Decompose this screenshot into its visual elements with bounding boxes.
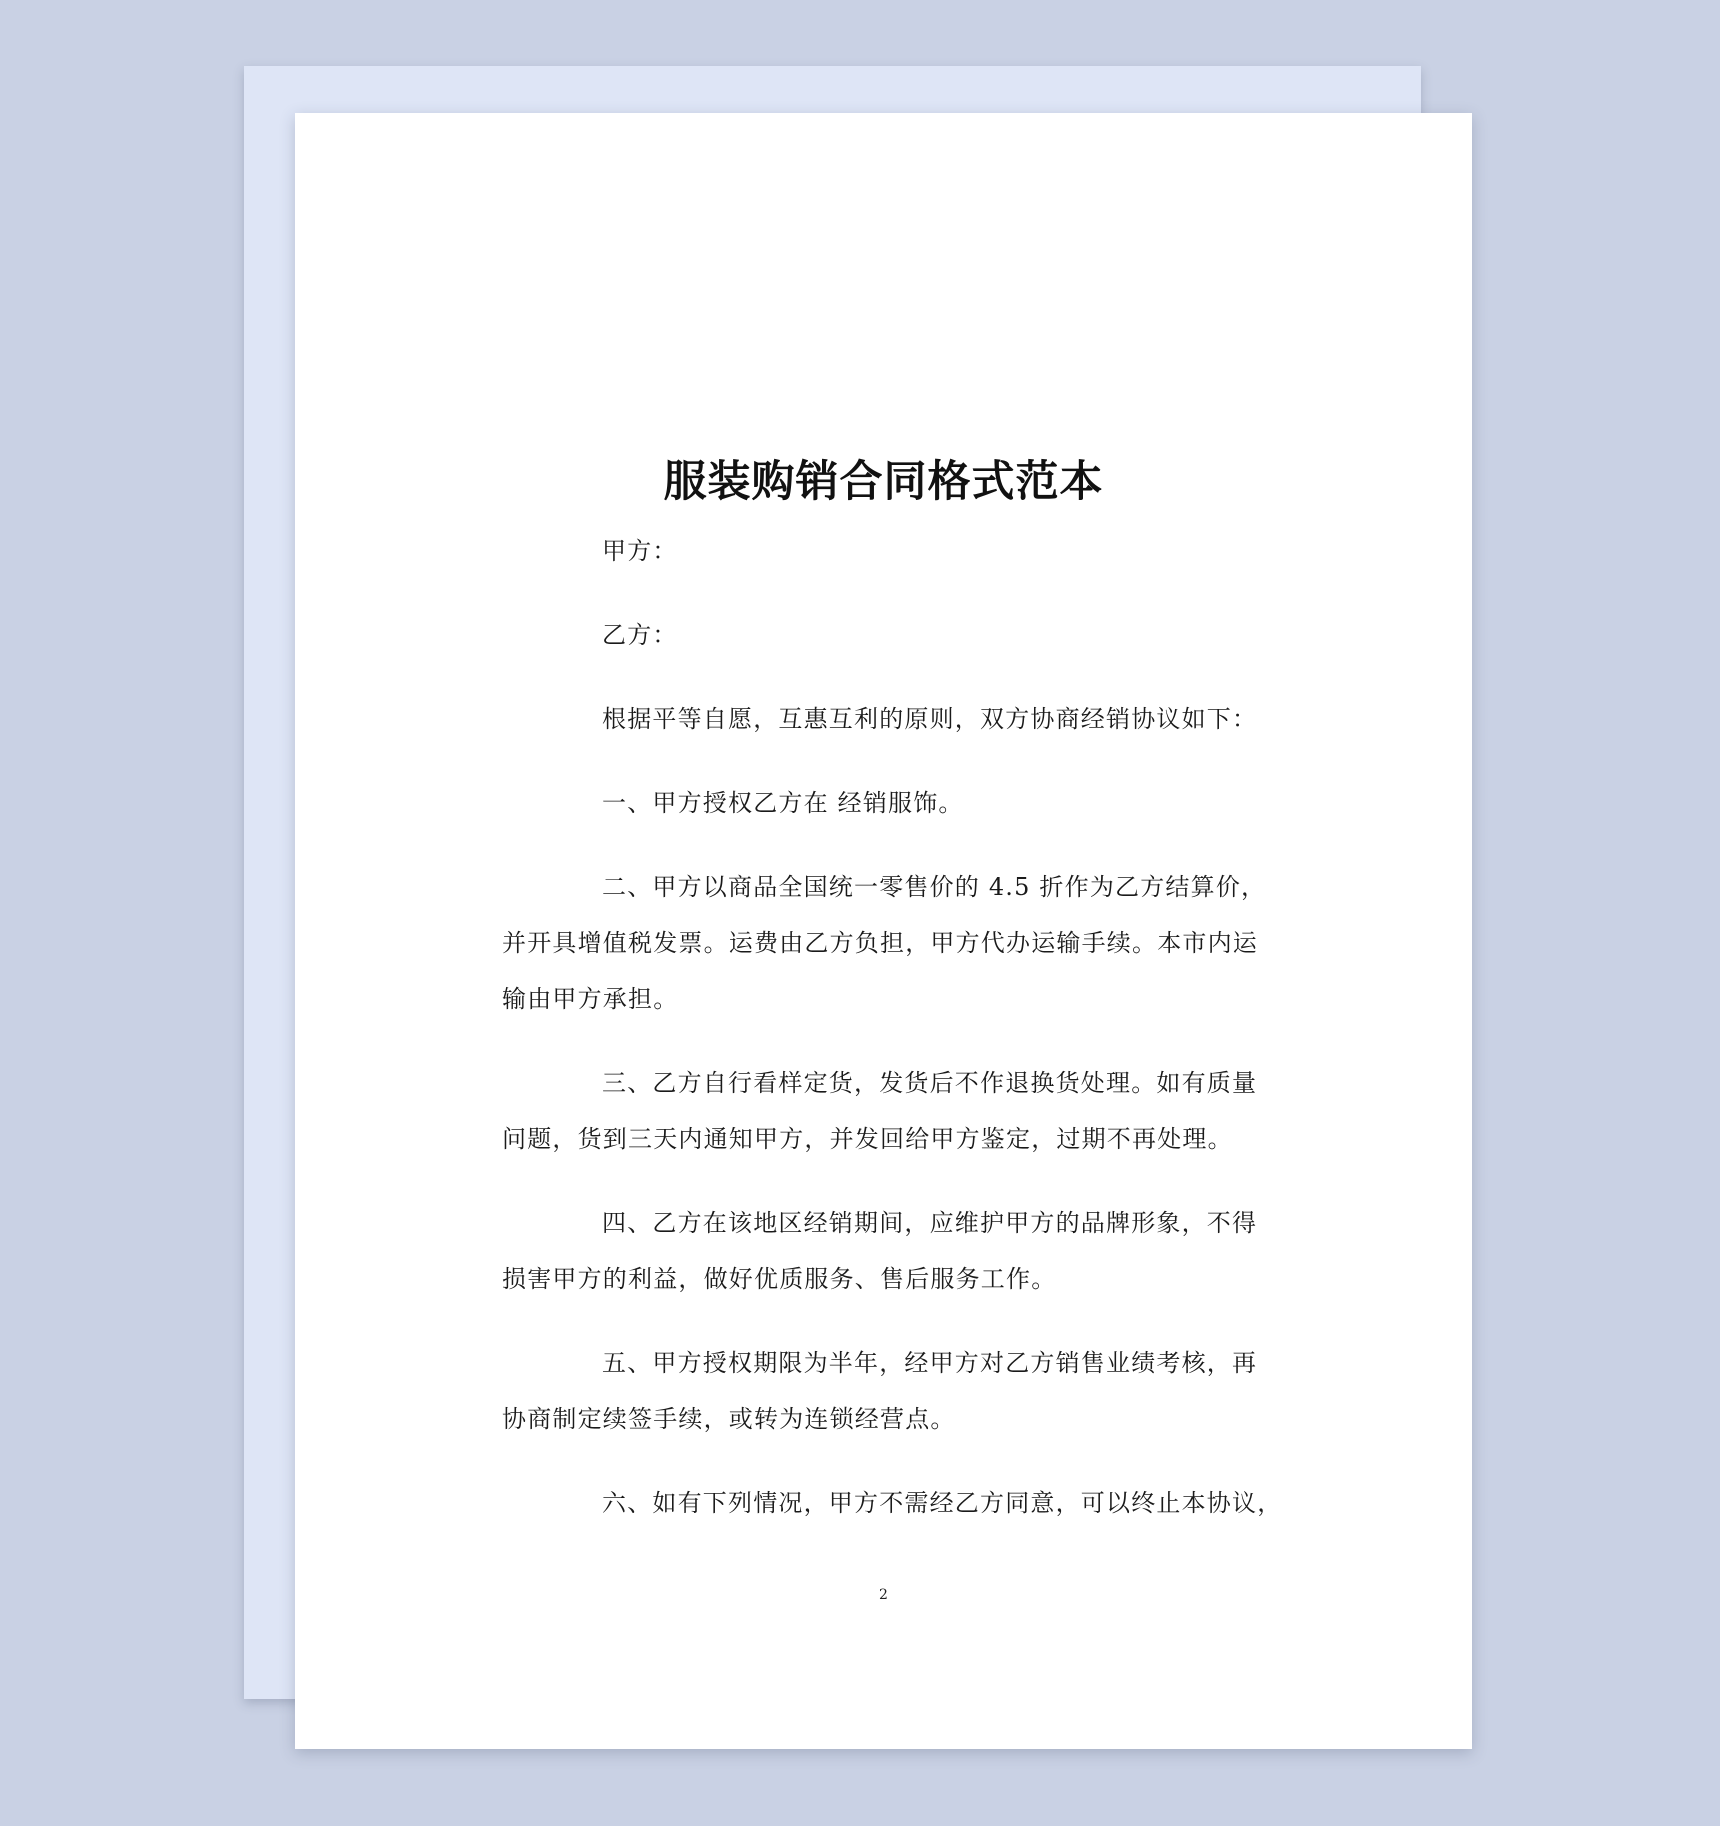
clause-2-line-1: 二、甲方以商品全国统一零售价的 4.5 折作为乙方结算价，: [602, 873, 1267, 901]
clause-3-line-2: 问题，货到三天内通知甲方，并发回给甲方鉴定，过期不再处理。: [502, 1125, 1233, 1153]
document-page: [295, 113, 1472, 1749]
clause-6-line-1: 六、如有下列情况，甲方不需经乙方同意，可以终止本协议，: [602, 1489, 1283, 1517]
clause-5-line-2: 协商制定续签手续，或转为连锁经营点。: [502, 1405, 956, 1433]
clause-5-line-1: 五、甲方授权期限为半年，经甲方对乙方销售业绩考核，再: [602, 1349, 1258, 1377]
clause-3-line-1: 三、乙方自行看样定货，发货后不作退换货处理。如有质量: [602, 1069, 1258, 1097]
clause-2-line-3: 输由甲方承担。: [502, 985, 679, 1013]
page-number: 2: [879, 1587, 888, 1603]
clause-2-line-2: 并开具增值税发票。运费由乙方负担，甲方代办运输手续。本市内运: [502, 929, 1258, 957]
clause-4-line-2: 损害甲方的利益，做好优质服务、售后服务工作。: [502, 1265, 1057, 1293]
party-b-line: 乙方：: [602, 621, 678, 649]
document-title: 服装购销合同格式范本: [663, 457, 1104, 507]
party-a-line: 甲方：: [602, 537, 678, 565]
intro-line: 根据平等自愿，互惠互利的原则，双方协商经销协议如下：: [602, 705, 1258, 733]
clause-4-line-1: 四、乙方在该地区经销期间，应维护甲方的品牌形象，不得: [602, 1209, 1258, 1237]
clause-1-line: 一、甲方授权乙方在 经销服饰。: [602, 789, 964, 817]
